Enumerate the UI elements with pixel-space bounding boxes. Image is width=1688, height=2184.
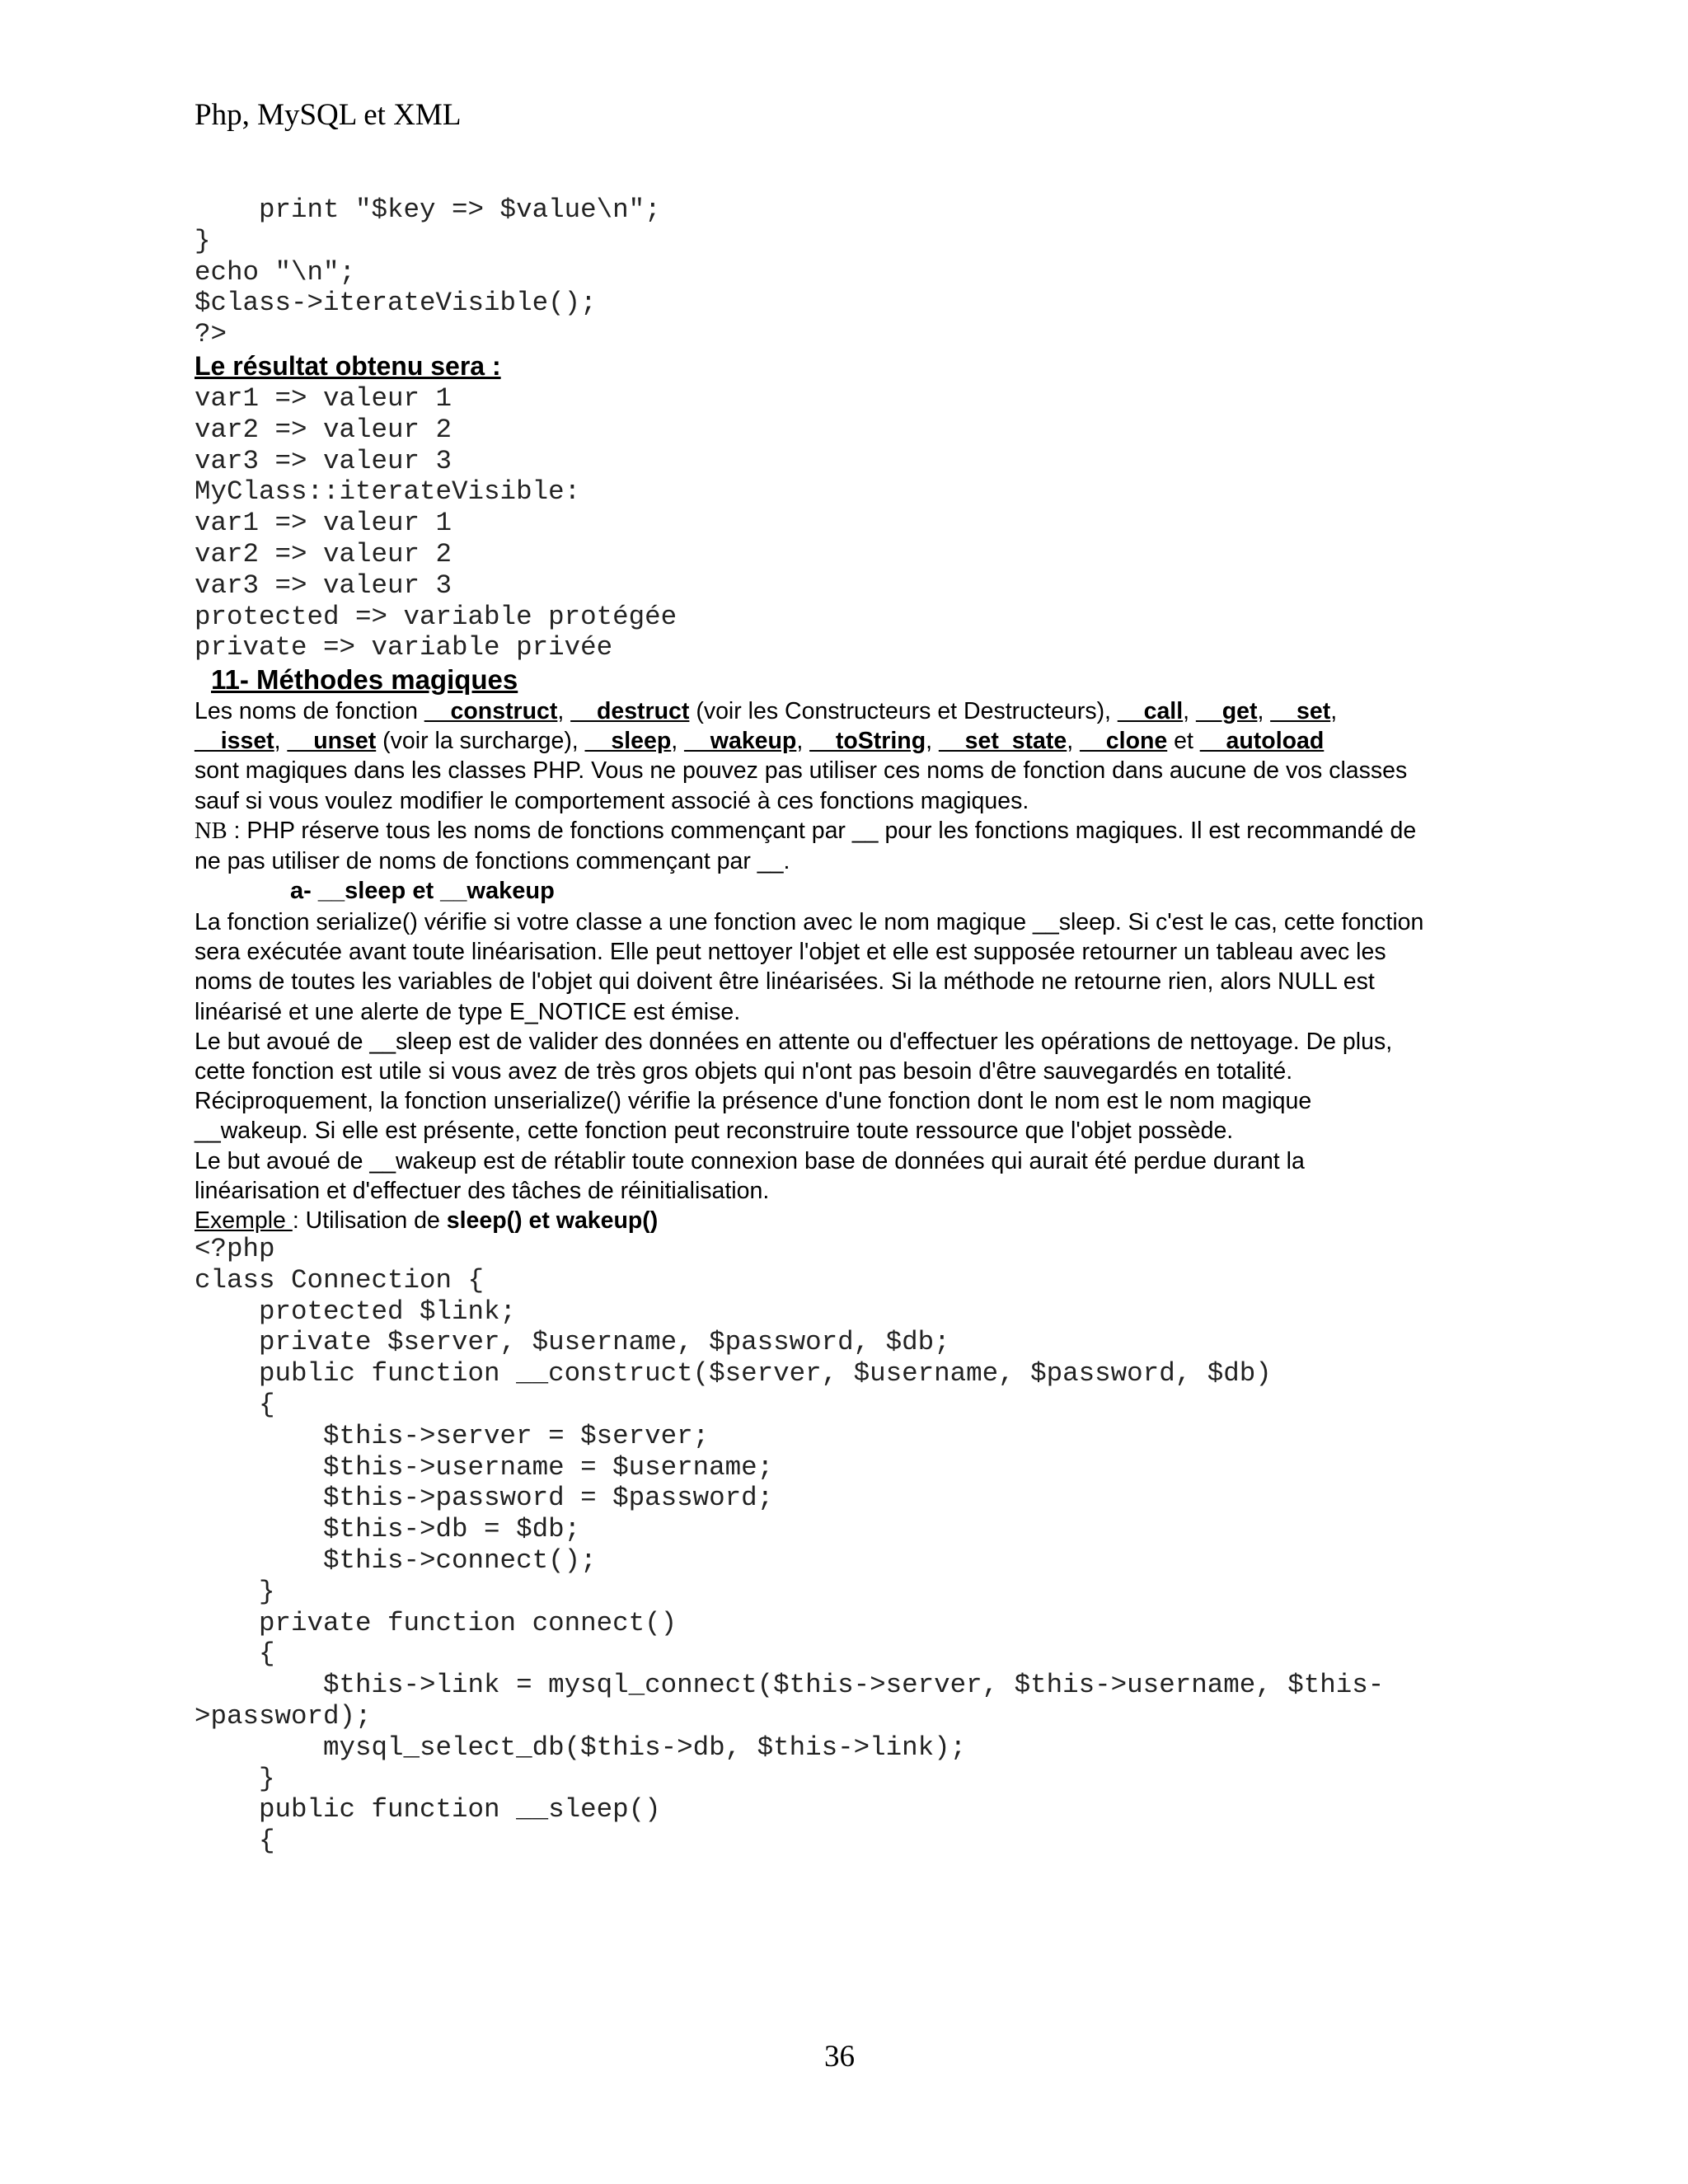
magic-method: __construct [424,698,558,724]
code-block-connection [195,1234,1384,1857]
paragraph-line: __wakeup. Si elle est présente, cette fonction peut reconstruire toute ressource que l'objet possède. [195,1118,1234,1145]
code-line: $this->username = $username; [195,1451,774,1483]
code-block-top [195,194,661,350]
example-label: Exemple [195,1207,293,1235]
code-line: { [195,1389,275,1420]
code-line: $this->server = $server; [195,1420,710,1451]
magic-method: __toString [809,728,926,755]
note-line-1: NB : PHP réserve tous les noms de fonctions commençant par __ pour les fonctions magiques. Il est recommandé de [195,817,1417,844]
intro-line-3: sont magiques dans les classes PHP. Vous ne pouvez pas utiliser ces noms de fonction dans aucune de vos classes [195,757,1408,785]
code-line: public function __sleep() [195,1794,661,1825]
output-line: protected => variable protégée [195,601,678,632]
section-heading: 11- Méthodes magiques [211,664,518,695]
output-line: var1 => valeur 1 [195,508,452,539]
code-line: { [195,1825,275,1857]
magic-method: __wakeup [684,728,797,755]
paragraph-line: Le but avoué de __sleep est de valider des données en attente ou d'effectuer les opérations de nettoyage. De plus, [195,1028,1393,1055]
code-line: print "$key => $value\n"; [195,194,661,225]
magic-method: __call [1117,698,1184,724]
code-line: $this->connect(); [195,1544,597,1576]
code-line: $this->link = mysql_connect($this->server, $this->username, $this- [195,1670,1385,1701]
code-line: ?> [195,319,227,350]
magic-method: __set_state [938,728,1067,755]
output-line: MyClass::iterateVisible: [195,476,581,508]
magic-method: __get [1196,698,1258,724]
code-line: $this->password = $password; [195,1483,774,1514]
nb-label: NB [195,818,227,844]
code-line: echo "\n"; [195,256,356,288]
code-line: } [195,1763,275,1794]
code-line: $this->db = $db; [195,1514,581,1545]
paragraph-line: La fonction serialize() vérifie si votre classe a une fonction avec le nom magique __sleep. Si c'est le cas, cette fonction [195,909,1424,935]
magic-method: __destruct [570,698,690,724]
intro-line-4: sauf si vous voulez modifier le comportement associé à ces fonctions magiques. [195,787,1029,814]
output-line: var2 => valeur 2 [195,414,452,445]
code-line: >password); [195,1700,372,1732]
code-line: protected $link; [195,1296,517,1327]
paragraph-line: Réciproquement, la fonction unserialize() vérifie la présence d'une fonction dont le nom est le nom magique [195,1088,1312,1115]
code-line: private function connect() [195,1607,678,1638]
output-line: private => variable privée [195,632,613,663]
running-header: Php, MySQL et XML [195,98,462,132]
code-line: mysql_select_db($this->db, $this->link); [195,1732,967,1763]
paragraph-line: linéarisation et d'effectuer des tâches de réinitialisation. [195,1177,770,1204]
intro-paragraph [195,696,1513,876]
paragraph-line: noms de toutes les variables de l'objet qui doivent être linéarisées. Si la méthode ne retourne rien, alors NULL est [195,968,1375,996]
magic-method: __set [1270,698,1331,724]
output-line: var3 => valeur 3 [195,569,452,601]
magic-method: __isset [195,728,274,755]
result-heading: Le résultat obtenu sera : [195,351,501,381]
output-line: var3 => valeur 3 [195,445,452,476]
intro-line-1: Les noms de fonction __construct, __destruct (voir les Constructeurs et Destructeurs), __call, __get, __set, [195,698,1338,724]
magic-method: __clone [1080,728,1168,755]
result-output-block [195,383,677,663]
paragraph-line: Le but avoué de __wakeup est de rétablir toute connexion base de données qui aurait été perdue durant la [195,1147,1305,1174]
code-line: public function __construct($server, $username, $password, $db) [195,1358,1272,1390]
magic-method: __autoload [1199,728,1325,755]
paragraph-line: sera exécutée avant toute linéarisation. Elle peut nettoyer l'objet et elle est supposée retourner un tableau avec les [195,939,1386,966]
example-title: sleep() et wakeup() [446,1207,659,1235]
note-line-2: ne pas utiliser de noms de fonctions commençant par __. [195,848,790,875]
paragraph-line: linéarisé et une alerte de type E_NOTICE est émise. [195,998,741,1025]
code-line: } [195,1576,275,1607]
code-line: $class->iterateVisible(); [195,288,597,319]
example-line: Exemple : Utilisation de sleep() et wakeup() [195,1207,659,1235]
output-line: var1 => valeur 1 [195,383,452,414]
subsection-heading: a- __sleep et __wakeup [290,878,555,904]
intro-line-2: __isset, __unset (voir la surcharge), __sleep, __wakeup, __toString, __set_state, __clone et __autoload [195,728,1325,755]
code-line: <?php [195,1234,275,1264]
code-line: private $server, $username, $password, $db; [195,1327,950,1358]
magic-method: __sleep [584,728,672,755]
paragraph-line: cette fonction est utile si vous avez de très gros objets qui n'ont pas besoin d'être sauvegardés en totalité. [195,1058,1293,1085]
code-line: { [195,1638,275,1670]
code-line: class Connection { [195,1264,485,1296]
page-number: 36 [824,2040,855,2074]
magic-method: __unset [287,728,377,755]
code-line: } [195,225,211,256]
output-line: var2 => valeur 2 [195,538,452,569]
sleep-wakeup-paragraph [195,907,1513,1235]
